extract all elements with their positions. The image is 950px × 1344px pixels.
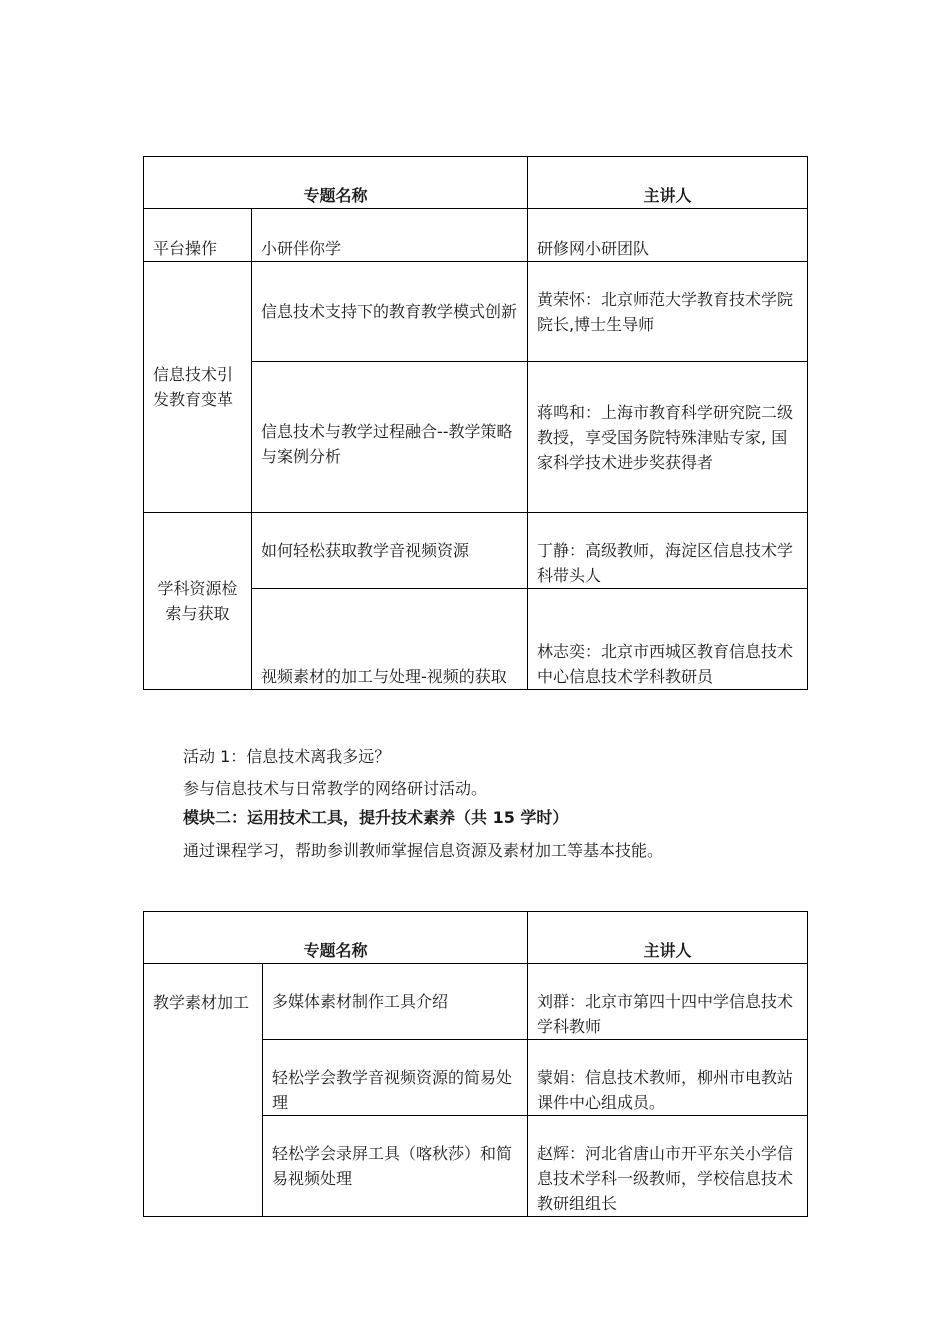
course-table-1 — [143, 156, 808, 690]
category-cell: 信息技术引发教育变革 — [144, 262, 252, 513]
topic-cell: 信息技术支持下的教育教学模式创新 — [252, 262, 528, 362]
speaker-cell: 丁静：高级教师，海淀区信息技术学科带头人 — [528, 513, 808, 589]
category-cell: 教学素材加工 — [144, 964, 263, 1217]
speaker-cell: 林志奕：北京市西城区教育信息技术中心信息技术学科教研员 — [528, 589, 808, 690]
category-cell: 平台操作 — [144, 209, 252, 262]
speaker-cell: 蒋鸣和：上海市教育科学研究院二级教授，享受国务院特殊津贴专家, 国家科学技术进步奖获得者 — [528, 362, 808, 513]
header-topic: 专题名称 — [144, 157, 528, 209]
topic-cell: 多媒体素材制作工具介绍 — [263, 964, 528, 1040]
topic-cell: 轻松学会教学音视频资源的简易处理 — [263, 1040, 528, 1116]
topic-cell: 小研伴你学 — [252, 209, 528, 262]
activity-title: 活动 1：信息技术离我多远？ — [183, 747, 391, 766]
topic-cell: 如何轻松获取教学音视频资源 — [252, 513, 528, 589]
module-description: 通过课程学习，帮助参训教师掌握信息资源及素材加工等基本技能。 — [183, 841, 664, 860]
topic-cell: 信息技术与教学过程融合--教学策略与案例分析 — [252, 362, 528, 513]
module-title: 模块二：运用技术工具，提升技术素养（共 15 学时） — [183, 808, 569, 827]
speaker-cell: 蒙娟：信息技术教师，柳州市电教站课件中心组成员。 — [528, 1040, 808, 1116]
speaker-cell: 赵辉：河北省唐山市开平东关小学信息技术学科一级教师，学校信息技术教研组组长 — [528, 1116, 808, 1217]
speaker-cell: 刘群：北京市第四十四中学信息技术学科教师 — [528, 964, 808, 1040]
speaker-cell: 黄荣怀：北京师范大学教育技术学院院长,博士生导师 — [528, 262, 808, 362]
speaker-cell: 研修网小研团队 — [528, 209, 808, 262]
course-table-2 — [143, 911, 808, 1217]
topic-cell: 轻松学会录屏工具（喀秋莎）和简易视频处理 — [263, 1116, 528, 1217]
activity-description: 参与信息技术与日常教学的网络研讨活动。 — [183, 779, 488, 798]
topic-cell: 视频素材的加工与处理-视频的获取 — [252, 589, 528, 690]
header-topic: 专题名称 — [144, 912, 528, 964]
header-speaker: 主讲人 — [528, 912, 808, 964]
header-speaker: 主讲人 — [528, 157, 808, 209]
category-cell: 学科资源检索与获取 — [144, 513, 252, 690]
